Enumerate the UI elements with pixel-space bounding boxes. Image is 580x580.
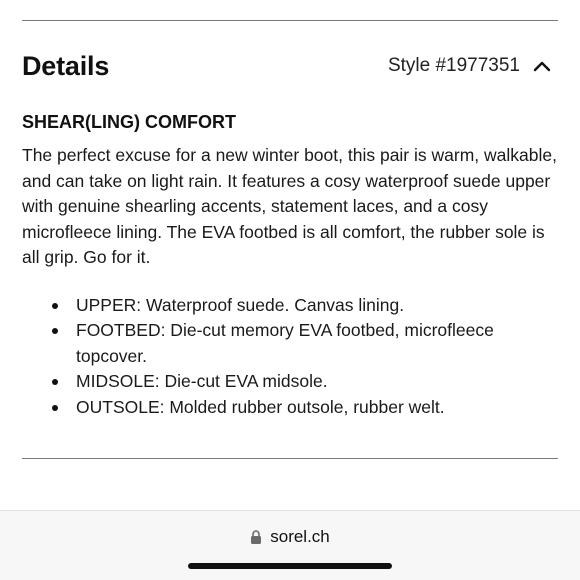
feature-item-upper: UPPER: Waterproof suede. Canvas lining. <box>52 293 536 319</box>
details-content <box>22 112 562 420</box>
url-text: sorel.ch <box>270 527 330 546</box>
feature-item-outsole: OUTSOLE: Molded rubber outsole, rubber welt. <box>52 395 536 421</box>
product-description: The perfect excuse for a new winter boot, this pair is warm, walkable, and can take on light rain. It features a cosy waterproof suede upper with genuine shearling accents, statement laces, and a cosy microfleece lining. The EVA footbed is all comfort, the rubber sole is all grip. Go for it. <box>22 145 557 267</box>
details-title: Details <box>22 50 110 81</box>
browser-address-bar[interactable] <box>0 510 580 580</box>
home-indicator[interactable] <box>188 563 392 569</box>
details-toggle[interactable] <box>388 55 558 77</box>
feature-item-footbed: FOOTBED: Die-cut memory EVA footbed, microfleece topcover. <box>52 318 536 369</box>
chevron-up-icon[interactable] <box>532 56 552 76</box>
url-display[interactable] <box>0 527 580 547</box>
section-heading: SHEAR(LING) COMFORT <box>22 112 236 132</box>
bottom-divider <box>22 458 558 459</box>
lock-icon <box>250 530 262 544</box>
details-accordion-header[interactable] <box>22 44 558 88</box>
feature-list <box>22 293 562 421</box>
feature-item-midsole: MIDSOLE: Die-cut EVA midsole. <box>52 369 536 395</box>
style-number: Style #1977351 <box>387 55 520 76</box>
top-divider <box>22 20 558 21</box>
